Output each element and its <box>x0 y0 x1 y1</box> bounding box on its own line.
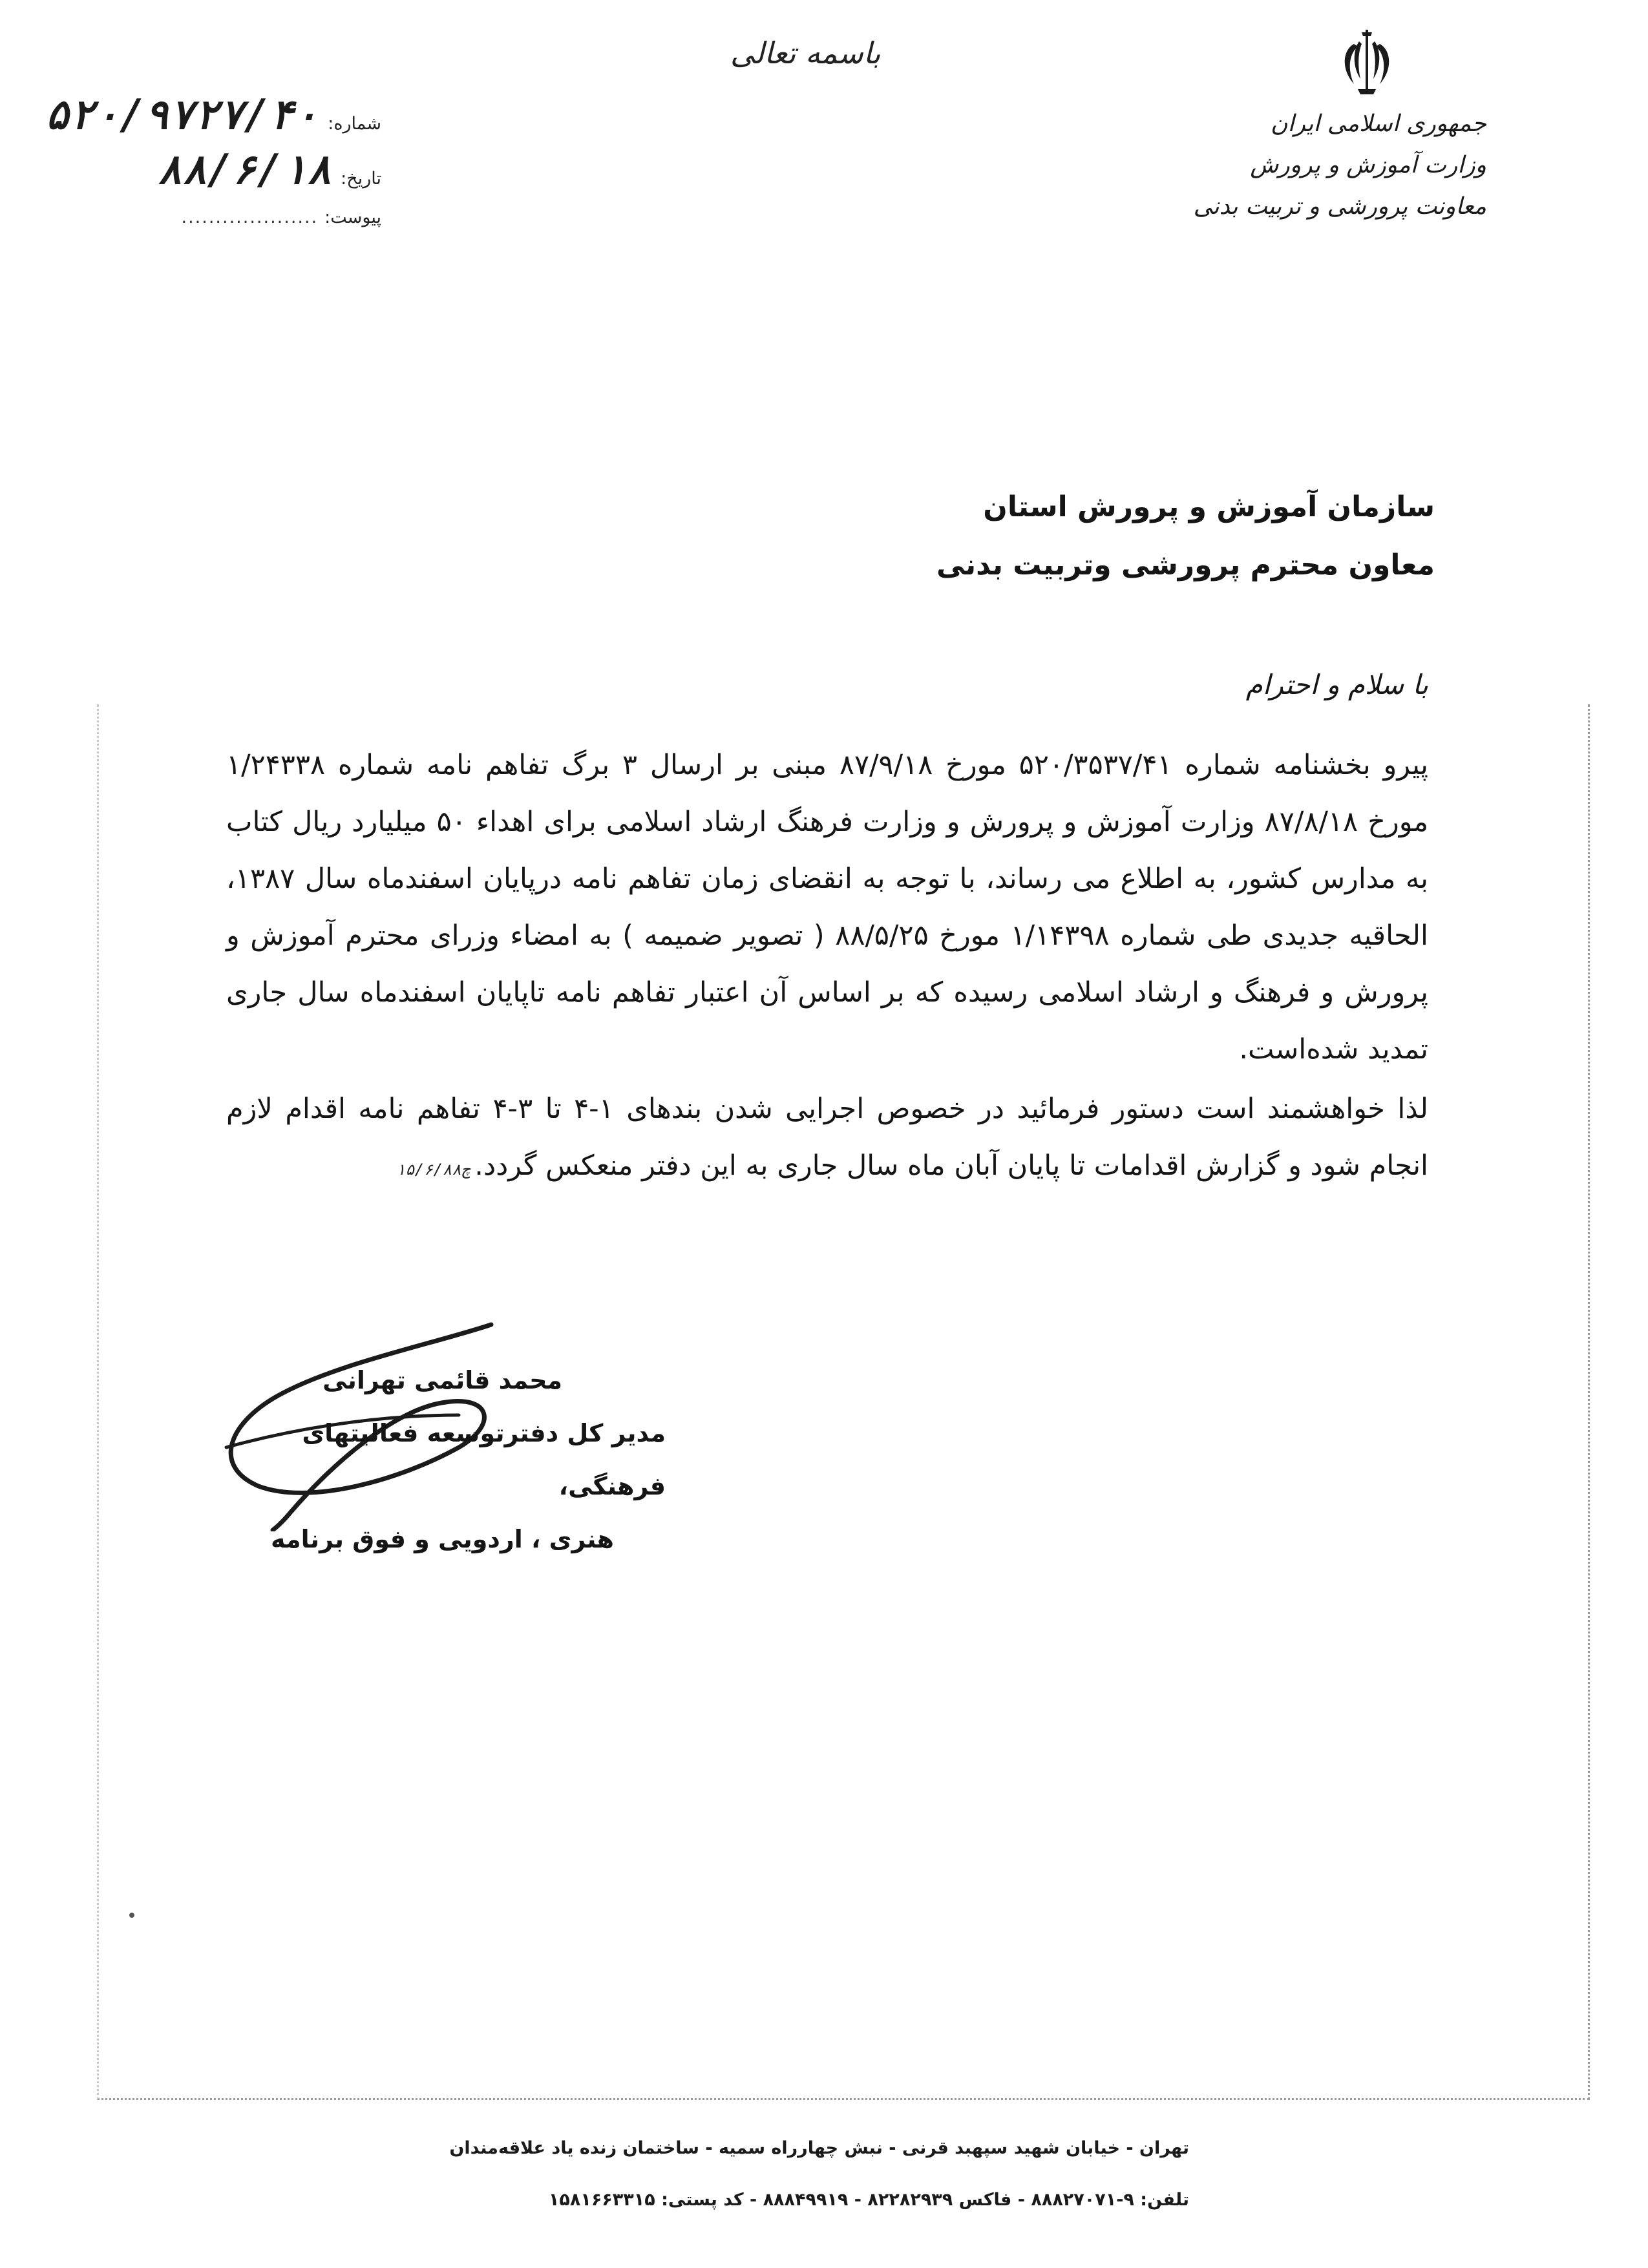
date-label: تاریخ: <box>341 169 381 189</box>
margin-mark <box>129 1913 134 1918</box>
number-value: ۵۲۰/۹۷۲۷/۴۰ <box>45 91 319 139</box>
body-paragraph-2 <box>226 1080 1428 1198</box>
iran-emblem-icon <box>1328 25 1406 102</box>
attachment-row <box>45 194 381 233</box>
addressee-organization: سازمان آموزش و پرورش استان <box>983 490 1435 523</box>
organization-header <box>1194 103 1486 227</box>
footer-address: تهران - خیابان شهید سپهبد قرنی - نبش چهارراه سمیه - ساختمان زنده یاد علاقه‌مندان <box>449 2138 1189 2158</box>
addressee-title: معاون محترم پرورشی وتربیت بدنی <box>936 549 1435 582</box>
body-paragraph-2-text: لذا خواهشمند است دستور فرمائید در خصوص اجرایی شدن بندهای ۱-۴ تا ۳-۴ تفاهم نامه اقدام لازم انجام شود و گزارش اقدامات تا پایان آبان ماه سال جاری به این دفتر منعکس گردد. <box>226 1093 1429 1182</box>
handwritten-date-note: چ۱۵/۶/۸۸ <box>396 1160 471 1179</box>
signatory-name: محمد قائمی تهرانی <box>322 1366 562 1394</box>
org-line-deputy: معاونت پرورشی و تربیت بدنی <box>1193 193 1486 220</box>
number-row <box>45 84 381 139</box>
footer <box>449 2123 1189 2226</box>
attachment-dots: .................... <box>181 207 319 227</box>
letter-body <box>226 737 1428 1198</box>
number-label: شماره: <box>328 114 381 134</box>
letter-meta <box>45 84 381 233</box>
signature-block <box>213 1354 666 1566</box>
org-line-country: جمهوری اسلامی ایران <box>1271 110 1486 137</box>
greeting: با سلام و احترام <box>1245 669 1428 700</box>
invocation: باسمه تعالی <box>730 36 881 70</box>
footer-contact: تلفن: ۹-۸۸۸۲۷۰۷۱ - فاکس ۸۲۲۸۲۹۳۹ - ۸۸۸۴۹۹۱۹ - کد پستی: ۱۵۸۱۶۶۳۳۱۵ <box>548 2190 1189 2210</box>
date-row <box>45 139 381 194</box>
org-line-ministry: وزارت آموزش و پرورش <box>1250 152 1486 178</box>
signatory-title-line-2: هنری ، اردویی و فوق برنامه <box>271 1525 614 1553</box>
addressee <box>936 478 1435 594</box>
signatory-title-line-1: مدیر کل دفترتوسعه فعالیتهای فرهنگی، <box>302 1419 666 1500</box>
body-paragraph-1: پیرو بخشنامه شماره ۵۲۰/۳۵۳۷/۴۱ مورخ ۸۷/۹/۱۸ مبنی بر ارسال ۳ برگ تفاهم نامه شماره ۱/۲۴۳۳۸ مورخ ۸۷/۸/۱۸ وزارت آموزش و پرورش و وزارت فرهنگ ارشاد اسلامی برای اهداء ۵۰ میلیارد ریال کتاب به مدارس کشور، به اطلاع می رساند، با توجه به انقضای زمان تفاهم نامه درپایان اسفندماه سال ۱۳۸۷، الحاقیه جدیدی طی شماره ۱/۱۴۳۹۸ مورخ ۸۸/۵/۲۵ ( تصویر ضمیمه ) به امضاء وزرای محترم آموزش و پرورش و فرهنگ و ارشاد اسلامی رسیده که بر اساس آن اعتبار تفاهم نامه تاپایان اسفندماه سال جاری تمدید شده‌است. <box>226 749 1428 1066</box>
date-value: ۸۸/۶/۱۸ <box>157 146 332 194</box>
attachment-label: پیوست: <box>324 207 381 227</box>
